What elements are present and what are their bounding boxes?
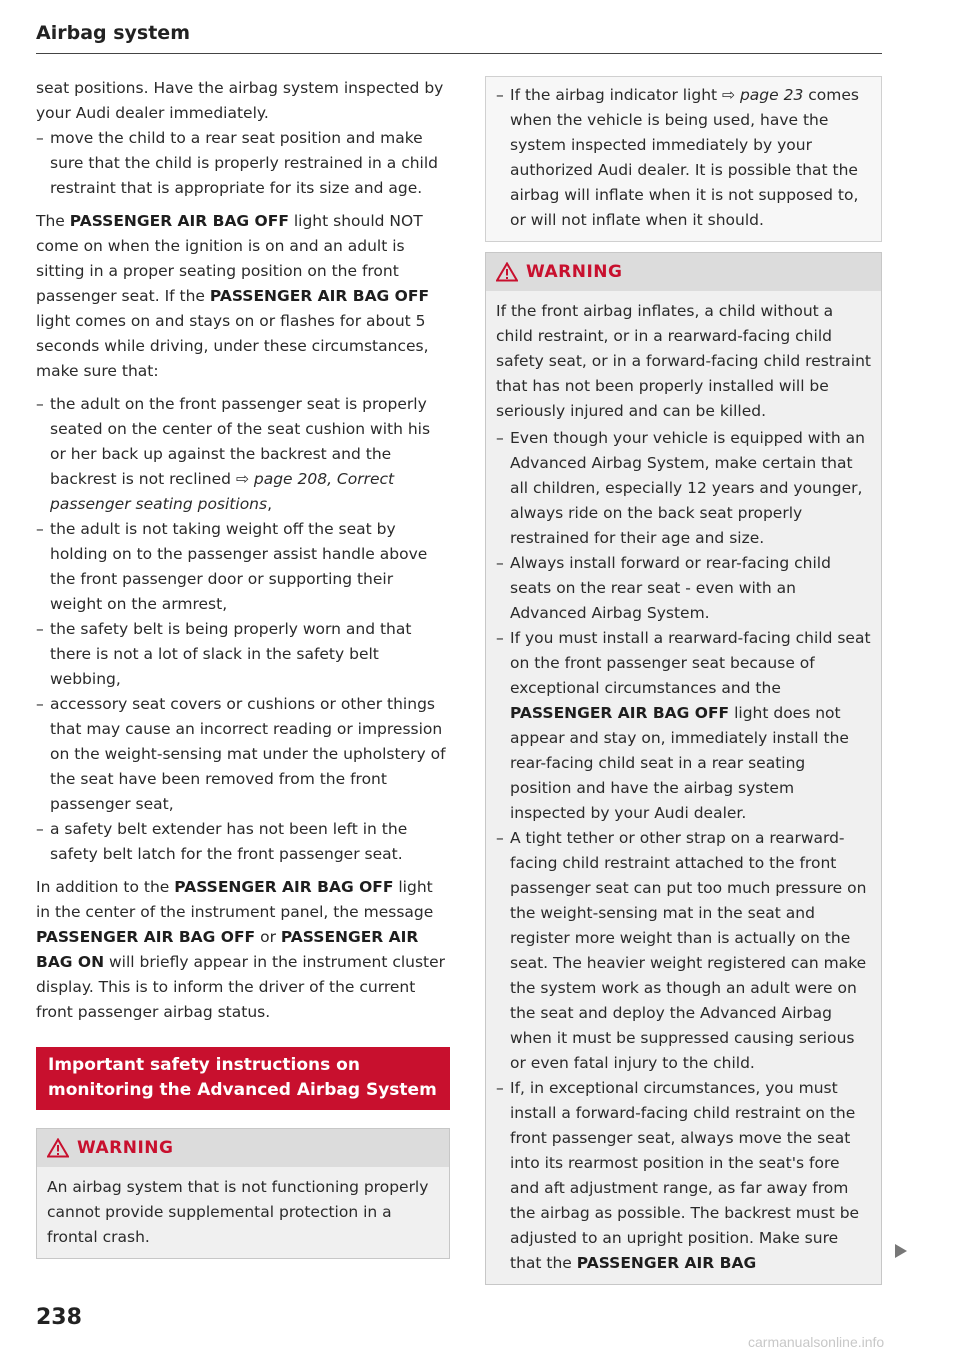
text: If you must install a rearward-facing child seat on the front passenger seat because of exceptional circumstances and the [510, 629, 871, 697]
bold-term: PASSENGER AIR BAG OFF [209, 287, 430, 305]
list-item: seat positions. Have the airbag system inspected by your Audi dealer immediately. [36, 79, 444, 122]
right-column [485, 76, 882, 1285]
warning-label: WARNING [77, 1137, 174, 1158]
warning-label: WARNING [526, 261, 623, 282]
bold-term: PASSENGER AIR BAG OFF [174, 878, 394, 896]
text: The [36, 212, 70, 230]
warning-triangle-icon [496, 262, 518, 282]
text: will briefly appear in the instrument cluster display. This is to inform the driver of the current front passenger airbag status. [36, 953, 446, 1021]
warning-header [37, 1129, 449, 1167]
page-title: Airbag system [36, 22, 190, 44]
warning-body: An airbag system that is not functioning properly cannot provide supplemental protection in a frontal crash. [37, 1167, 449, 1258]
note-list [496, 83, 871, 233]
text: If, in exceptional circumstances, you must install a forward-facing child restraint on the front passenger seat, always move the seat into its rearmost position in the seat's fore and aft adjustment range, as far away from the airbag as possible. The backrest must be adjusted to an upright position. Make sure that the [510, 1079, 860, 1272]
watermark: carmanualsonline.info [748, 1334, 885, 1350]
bold-term: PASSENGER AIR BAG OFF [36, 928, 256, 946]
bold-term: PASSENGER AIR BAG OFF [69, 212, 289, 230]
text: the adult on the front passenger seat is properly seated on the center of the seat cushion with his or her back up against the backrest and the backrest is not reclined [50, 395, 431, 488]
page-number: 238 [36, 1305, 82, 1330]
checklist [36, 392, 450, 867]
list-item: – the adult is not taking weight off the seat by holding on to the passenger assist handle above the front passenger door or supporting their weight on the armrest, [36, 517, 450, 617]
warning-box [485, 252, 882, 1285]
text: light should NOT come on when the ignition is on and an adult is sitting in a proper seating position on the front passenger seat. If the [36, 212, 423, 305]
list-item [496, 83, 871, 233]
text: In addition to the [36, 878, 175, 896]
list-item [496, 626, 871, 826]
page-reference-link[interactable]: ⇨ page 208, Correct passenger seating positions [50, 470, 395, 513]
list-item: – Always install forward or rear-facing child seats on the rear seat - even with an Advanced Airbag System. [496, 551, 871, 626]
note-box [485, 76, 882, 242]
warning-intro: If the front airbag inflates, a child without a child restraint, or in a rearward-facing child safety seat, or in a forward-facing child restraint that has not been properly installed will be seriously injured and can be killed. [496, 302, 871, 420]
bold-term: PASSENGER AIR BAG [576, 1254, 757, 1272]
text: comes when the vehicle is being used, have the system inspected immediately by your authorized Audi dealer. It is possible that the airbag will inflate when it is not supposed to, or will not inflate when it should. [510, 86, 859, 229]
list-item: – Even though your vehicle is equipped with an Advanced Airbag System, make certain that all children, especially 12 years and younger, always ride on the back seat properly restrained for their age and size. [496, 426, 871, 551]
warning-box [36, 1128, 450, 1259]
bold-term: PASSENGER AIR BAG ON [36, 928, 419, 971]
paragraph [36, 209, 450, 384]
list-item: – move the child to a rear seat position and make sure that the child is properly restrained in a child restraint that is appropriate for its size and age. [36, 126, 450, 201]
bold-term: PASSENGER AIR BAG OFF [510, 704, 730, 722]
warning-list [496, 426, 871, 1276]
text: light comes on and stays on or flashes for about 5 seconds while driving, under these circumstances, make sure that: [36, 312, 429, 380]
list-item: – a safety belt extender has not been left in the safety belt latch for the front passenger seat. [36, 817, 450, 867]
header-divider [36, 53, 882, 54]
warning-header [486, 253, 881, 291]
left-column [36, 76, 450, 1259]
text: If the airbag indicator light [510, 86, 723, 104]
section-heading: Important safety instructions on monitoring the Advanced Airbag System [36, 1047, 450, 1110]
text: light does not appear and stay on, immediately install the rear-facing child seat in a rear seating position and have the airbag system inspected by your Audi dealer. [510, 704, 849, 822]
list-item [36, 392, 450, 517]
warning-triangle-icon [47, 1138, 69, 1158]
continue-arrow-icon [893, 1243, 909, 1259]
list-item: – accessory seat covers or cushions or other things that may cause an incorrect reading or impression on the weight-sensing mat under the upholstery of the seat have been removed from the front passenger seat, [36, 692, 450, 817]
text: light in the center of the instrument panel, the message [36, 878, 434, 921]
list-item: – the safety belt is being properly worn and that there is not a lot of slack in the safety belt webbing, [36, 617, 450, 692]
text: or [255, 928, 281, 946]
list-item [496, 1076, 871, 1276]
warning-body [486, 291, 881, 1284]
list-item: – A tight tether or other strap on a rearward-facing child restraint attached to the front passenger seat can put too much pressure on the weight-sensing mat in the seat and register more weight than is actually on the seat. The heavier weight registered can make the system work as though an adult were on the seat and deploy the Advanced Airbag when it must be suppressed causing serious or even fatal injury to the child. [496, 826, 871, 1076]
page-reference-link[interactable]: ⇨ page 23 [722, 86, 804, 104]
text: , [267, 495, 273, 513]
intro-list [36, 76, 450, 201]
paragraph [36, 875, 450, 1025]
